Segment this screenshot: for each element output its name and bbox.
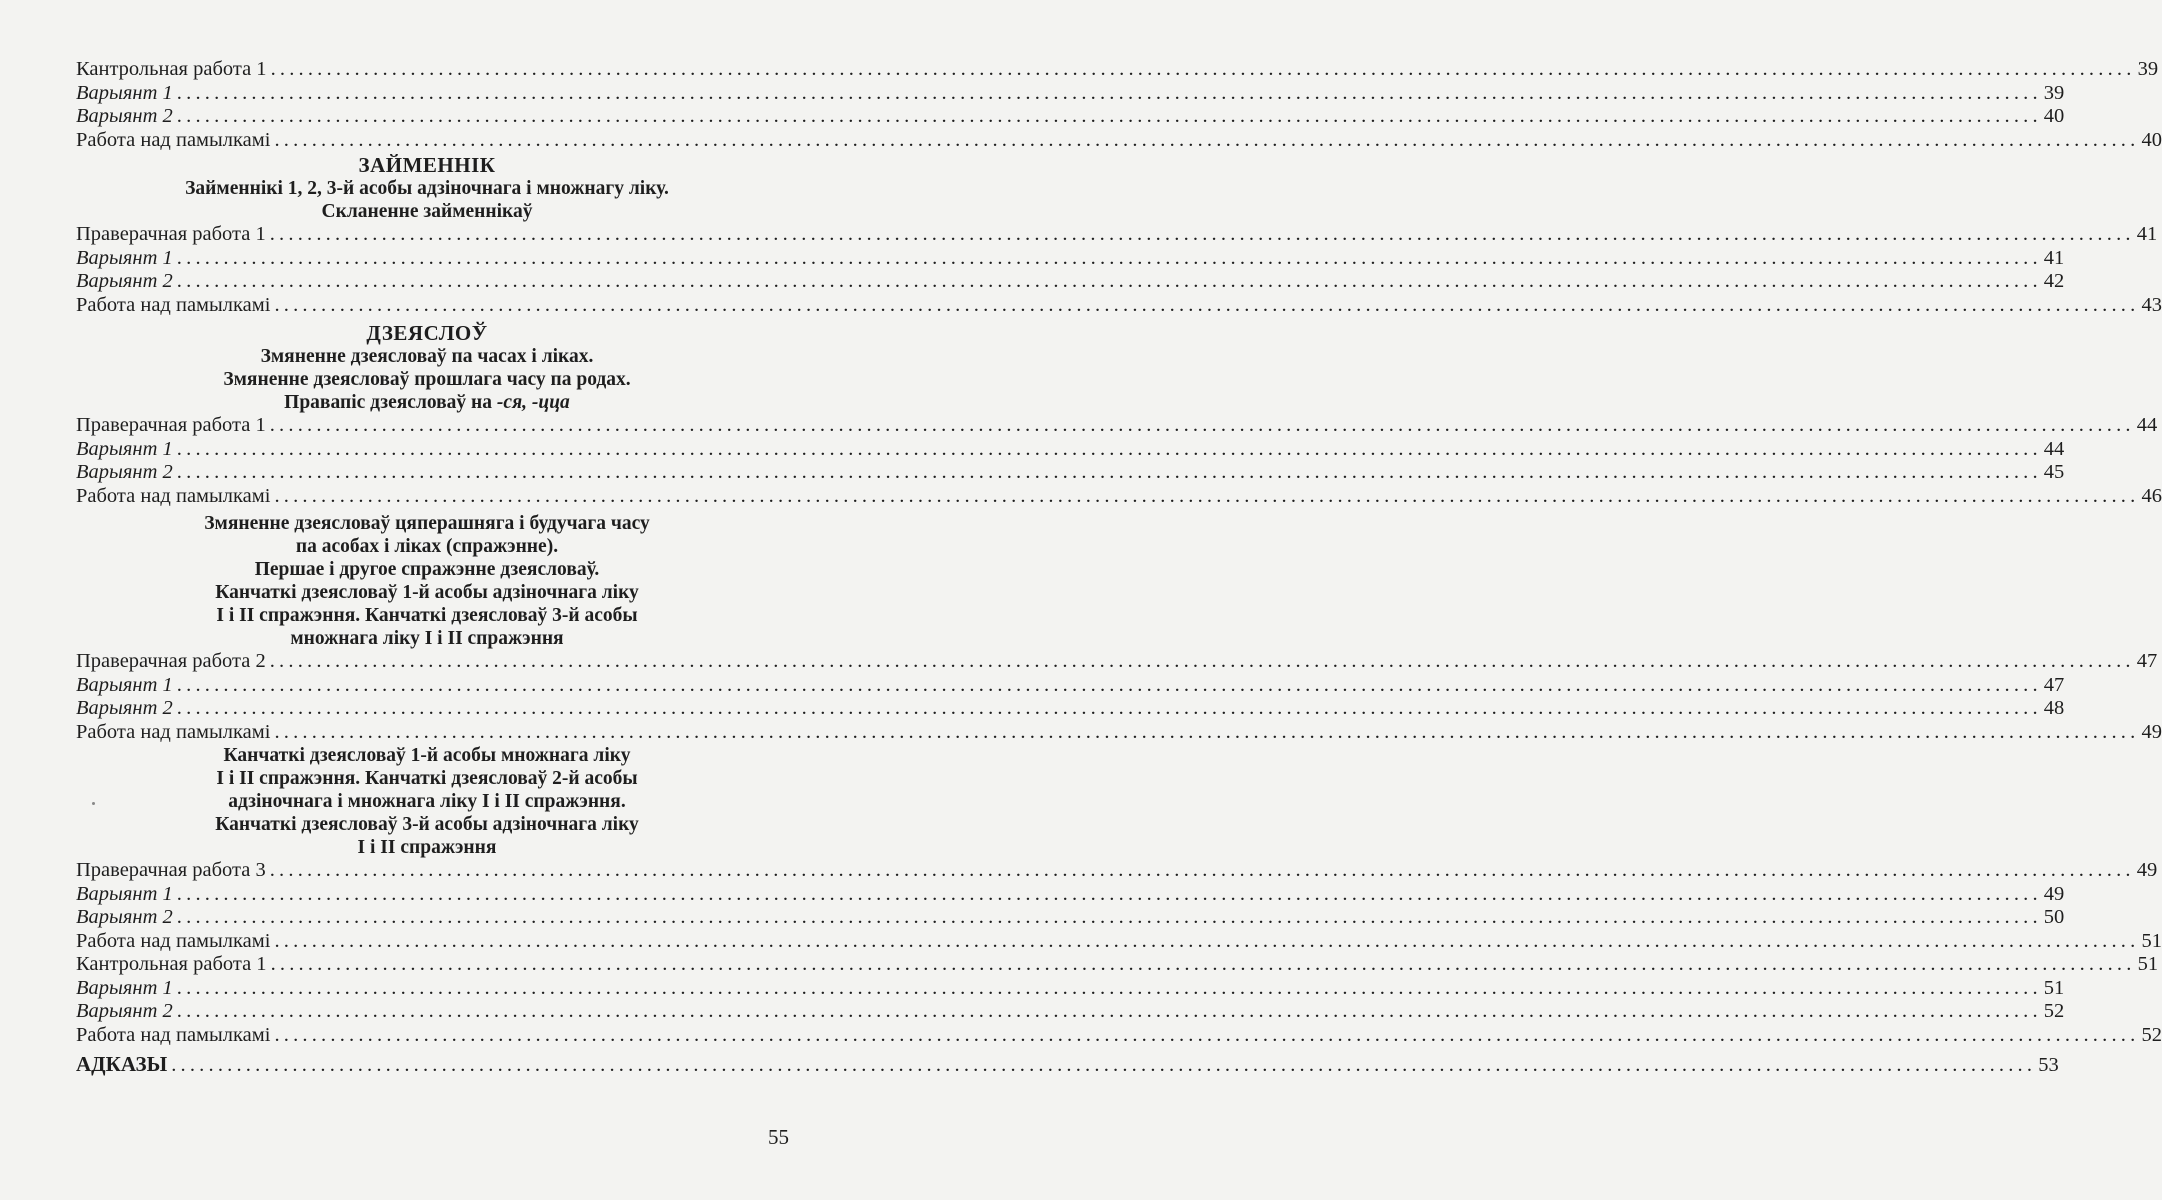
subsection-line: Канчаткі дзеясловаў 1-й асобы множнага ліку	[223, 745, 631, 766]
toc-entry-label: Работа над памылкамі	[76, 128, 271, 151]
toc-entry	[76, 58, 2159, 82]
toc-entry	[76, 246, 2065, 271]
toc-entry-page: 52	[2043, 1000, 2065, 1022]
toc-entry	[76, 720, 2162, 745]
leader-dots: ........................................................................................................................................................................................................	[274, 1023, 2140, 1046]
toc-entry-label: Работа над памылкамі	[76, 929, 271, 952]
toc-entry-page: 49	[2136, 859, 2158, 881]
toc-block-5	[76, 859, 2162, 1047]
leader-dots: ........................................................................................................................................................................................................	[176, 105, 2042, 127]
toc-entry	[76, 906, 2065, 930]
section-subtitle-line: Змяненне дзеясловаў па часах і ліках.	[260, 346, 594, 367]
leader-dots: ........................................................................................................................................................................................................	[176, 270, 2042, 292]
toc-entry	[76, 461, 2065, 485]
toc-entry-answers	[76, 1052, 2059, 1077]
leader-dots: ........................................................................................................................................................................................................	[269, 414, 2135, 436]
toc-entry-page: 53	[2038, 1054, 2059, 1076]
leader-dots: ........................................................................................................................................................................................................	[176, 697, 2042, 719]
table-of-contents	[76, 58, 2162, 1077]
leader-dots: ........................................................................................................................................................................................................	[270, 58, 2136, 80]
toc-entry-page: 44	[2136, 414, 2158, 436]
toc-block-4	[76, 650, 2162, 744]
section-subtitle-line: Змяненне дзеясловаў прошлага часу па родах.	[223, 369, 631, 390]
leader-dots: ........................................................................................................................................................................................................	[269, 223, 2135, 245]
toc-entry	[76, 929, 2162, 954]
toc-entry-label: Варыянт 2	[76, 105, 173, 127]
leader-dots: ........................................................................................................................................................................................................	[269, 650, 2135, 672]
subsection-line: Змяненне дзеясловаў цяперашняга і будучага часу	[204, 513, 650, 534]
subsection-line: па асобах і ліках (спражэнне).	[295, 536, 559, 557]
toc-entry-label: Варыянт 1	[76, 437, 173, 460]
toc-entry-page: 51	[2043, 976, 2065, 999]
toc-entry	[76, 673, 2065, 698]
toc-entry	[76, 128, 2162, 153]
toc-entry-page: 41	[2136, 223, 2158, 245]
print-speck	[92, 802, 95, 805]
section-subtitle-line: Займеннікі 1, 2, 3-й асобы адзіночнага і множнагу ліку.	[185, 178, 669, 199]
page-number: 55	[768, 1125, 789, 1149]
toc-entry-page: 51	[2141, 929, 2162, 952]
toc-entry-label: АДКАЗЫ	[76, 1052, 168, 1076]
toc-entry-page: 50	[2043, 906, 2065, 928]
toc-entry-label: Варыянт 1	[76, 81, 173, 104]
toc-entry	[76, 976, 2065, 1001]
toc-entry-label: Варыянт 1	[76, 673, 173, 696]
toc-entry-label: Праверачная работа 1	[76, 414, 266, 436]
toc-entry-page: 49	[2043, 882, 2065, 905]
section-subtitle-line: Скланенне займеннікаў	[321, 201, 533, 222]
toc-entry-page: 42	[2043, 270, 2065, 292]
toc-entry-page: 44	[2043, 437, 2065, 460]
toc-entry-label: Варыянт 1	[76, 246, 173, 269]
toc-entry	[76, 105, 2065, 129]
toc-entry-label: Варыянт 2	[76, 906, 173, 928]
leader-dots: ........................................................................................................................................................................................................	[274, 128, 2140, 151]
toc-entry-label: Варыянт 2	[76, 697, 173, 719]
toc-entry-page: 47	[2043, 673, 2065, 696]
toc-entry-page: 49	[2141, 720, 2162, 743]
toc-entry	[76, 484, 2162, 509]
toc-entry-label: Варыянт 2	[76, 461, 173, 483]
leader-dots: ........................................................................................................................................................................................................	[171, 1054, 2037, 1076]
toc-entry-label: Праверачная работа 3	[76, 859, 266, 881]
leader-dots: ........................................................................................................................................................................................................	[274, 720, 2140, 743]
toc-entry-page: 43	[2141, 293, 2162, 316]
toc-entry	[76, 414, 2158, 438]
toc-entry-label: Варыянт 1	[76, 976, 173, 999]
toc-entry	[76, 953, 2159, 977]
toc-entry-label: Работа над памылкамі	[76, 293, 271, 316]
toc-entry-page: 39	[2137, 58, 2159, 80]
toc-entry-label: Варыянт 2	[76, 270, 173, 292]
subsection-line: I і II спражэння	[357, 837, 497, 858]
toc-entry-page: 40	[2141, 128, 2162, 151]
subsection-line: Канчаткі дзеясловаў 1-й асобы адзіночнага ліку	[215, 582, 639, 603]
toc-entry-page: 41	[2043, 246, 2065, 269]
toc-entry-label: Работа над памылкамі	[76, 1023, 271, 1046]
subsection-line: Першае і другое спражэнне дзеясловаў.	[254, 559, 600, 580]
section-title-pronoun: ЗАЙМЕННІК	[358, 153, 496, 177]
toc-entry-label: Работа над памылкамі	[76, 484, 271, 507]
toc-entry	[76, 697, 2065, 721]
leader-dots: ........................................................................................................................................................................................................	[176, 906, 2042, 928]
subsection-line: I і II спражэння. Канчаткі дзеясловаў 3-й асобы	[216, 605, 638, 626]
toc-block-1	[76, 58, 2162, 152]
section-subtitle-line	[76, 391, 778, 414]
section-title-verb: ДЗЕЯСЛОЎ	[366, 321, 488, 345]
toc-entry-page: 45	[2043, 461, 2065, 483]
toc-entry-page: 47	[2136, 650, 2158, 672]
subsection-line: I і II спражэння. Канчаткі дзеясловаў 2-й асобы	[216, 768, 638, 789]
leader-dots: ........................................................................................................................................................................................................	[274, 929, 2140, 952]
leader-dots: ........................................................................................................................................................................................................	[176, 246, 2042, 269]
leader-dots: ........................................................................................................................................................................................................	[270, 953, 2136, 975]
leader-dots: ........................................................................................................................................................................................................	[274, 484, 2140, 507]
toc-entry-page: 51	[2137, 953, 2159, 975]
toc-entry-label: Варыянт 2	[76, 1000, 173, 1022]
toc-entry-label: Работа над памылкамі	[76, 720, 271, 743]
subtitle-italic-suffix: -ся, -цца	[496, 392, 570, 413]
toc-entry	[76, 650, 2158, 674]
leader-dots: ........................................................................................................................................................................................................	[176, 81, 2042, 104]
subsection-line: множнага ліку I і II спражэння	[290, 628, 564, 649]
leader-dots: ........................................................................................................................................................................................................	[176, 437, 2042, 460]
toc-entry-label: Варыянт 1	[76, 882, 173, 905]
leader-dots: ........................................................................................................................................................................................................	[176, 673, 2042, 696]
toc-entry	[76, 223, 2158, 247]
toc-block-3	[76, 414, 2162, 508]
toc-block-2	[76, 223, 2162, 317]
toc-entry	[76, 1023, 2162, 1048]
toc-entry-page: 52	[2141, 1023, 2162, 1046]
toc-entry-page: 46	[2141, 484, 2162, 507]
leader-dots: ........................................................................................................................................................................................................	[269, 859, 2135, 881]
toc-entry-label: Праверачная работа 2	[76, 650, 266, 672]
toc-entry-label: Праверачная работа 1	[76, 223, 266, 245]
toc-entry-page: 40	[2043, 105, 2065, 127]
toc-entry	[76, 81, 2065, 106]
leader-dots: ........................................................................................................................................................................................................	[176, 882, 2042, 905]
toc-entry	[76, 270, 2065, 294]
toc-entry	[76, 1000, 2065, 1024]
toc-entry	[76, 859, 2158, 883]
toc-entry-label: Кантрольная работа 1	[76, 953, 267, 975]
toc-entry-label: Кантрольная работа 1	[76, 58, 267, 80]
leader-dots: ........................................................................................................................................................................................................	[176, 1000, 2042, 1022]
leader-dots: ........................................................................................................................................................................................................	[176, 976, 2042, 999]
leader-dots: ........................................................................................................................................................................................................	[274, 293, 2140, 316]
toc-entry	[76, 437, 2065, 462]
subtitle-prefix: Правапіс дзеясловаў на	[284, 392, 497, 413]
toc-entry	[76, 293, 2162, 318]
subsection-line: адзіночнага і множнага ліку I і II спражэння.	[228, 791, 626, 812]
toc-entry-page: 48	[2043, 697, 2065, 719]
leader-dots: ........................................................................................................................................................................................................	[176, 461, 2042, 483]
subsection-line: Канчаткі дзеясловаў 3-й асобы адзіночнага ліку	[215, 814, 639, 835]
toc-entry	[76, 882, 2065, 907]
toc-entry-page: 39	[2043, 81, 2065, 104]
